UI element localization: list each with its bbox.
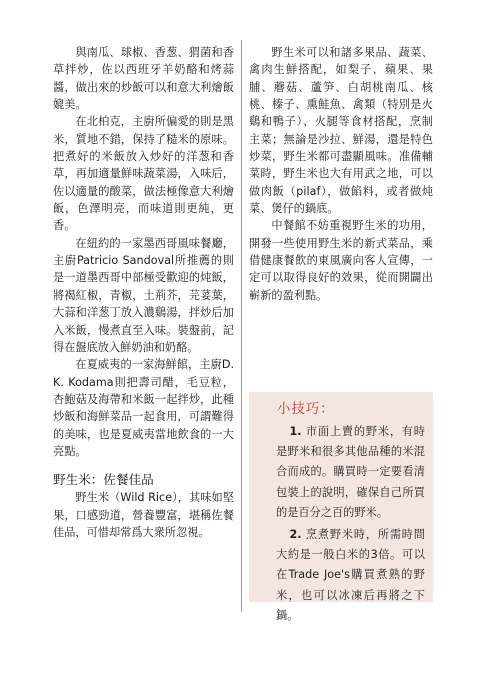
tip-text: 市面上賣的野米，有時是野米和很多其他品種的米混合而成的。購買時一定要看清包裝上的說明，確保自己所買的是百分之百的野米。 [276,425,425,519]
tip-title: 小技巧： [277,402,335,417]
left-column [53,44,234,541]
tip-item [276,422,425,523]
tip-body [276,422,425,628]
paragraph: 在夏威夷的一家海鮮館，主廚D.K. Kodama則把壽司醋，毛豆粒，杏鮑菇及海帶和米飯一起拌炒，此種炒飯和海鮮菜品一起食用，可謂難得的美味，也是夏威夷當地飲食的一大亮點。 [53,358,234,458]
paragraph: 在北柏克，主廚所偏愛的則是黑米，質地不錯，保持了糙米的原味。把煮好的米飯放入炒好的洋葱和香草，再加適量鮮味蔬菜湯，入味后，佐以適量的酸菜，做法極像意大利燴飯，色澤明亮，而味道則更純，更香。 [53,115,234,233]
column-divider [241,40,242,612]
right-column [249,44,433,304]
tip-number: 1. [289,425,302,438]
paragraph: 野生米（Wild Rice），其味如堅果，口感勁道，營養豐富，堪稱佐餐佳品，可惜却常爲大衆所忽視。 [53,491,234,539]
tip-number: 2. [289,528,302,542]
tip-item [276,525,425,626]
section-subheading: 野生米：佐餐佳品 [53,472,154,488]
paragraph: 在紐約的一家墨西哥風味餐廳，主廚Patricio Sandoval所推薦的則是一道墨西哥中部極受歡迎的炖飯，將褐紅椒，青椒，土荊芥，芫荽葉，大蒜和洋葱丁放入濃鷄湯，拌炒后加入米飯，慢煮直至入味。裝盤前，記得在盤底放入鮮奶油和奶酪。 [53,236,234,354]
paragraph: 野生米可以和諸多果品、蔬菜、禽肉生鮮搭配，如梨子、蘋果、果脯、蘑菇、蘆笋、白胡桃南瓜、核桃、榛子、熏鮭魚、禽類（特別是火鷄和鴨子）、火腿等食材搭配，烹制主菜；無論是沙拉、鮮湯，還是特色炒菜，野生米都可盡顯風味。准備輔菜時，野生米也大有用武之地，可以做肉飯（pilaf），做餡料，或者做炖菜、煲仔的鍋底。 [249,46,433,216]
paragraph: 與南瓜、球椒、香葱、猬菌和香草拌炒，佐以西班牙羊奶酪和烤蒜醬，做出來的炒飯可以和意大利燴飯媲美。 [53,46,234,112]
tip-text: 烹煮野米時，所需時間大約是一般白米的3倍。可以在Trade Joe's購買煮熟的野米，也可以冰凍后再將之下鍋。 [276,528,425,622]
tip-box [249,392,433,622]
paragraph: 中餐館不妨重視野生米的功用，開發一些使用野生米的新式菜品，乘借健康餐飲的東風廣向客人宣傳，一定可以取得良好的效果，從而開闢出嶄新的盈利點。 [249,219,433,302]
